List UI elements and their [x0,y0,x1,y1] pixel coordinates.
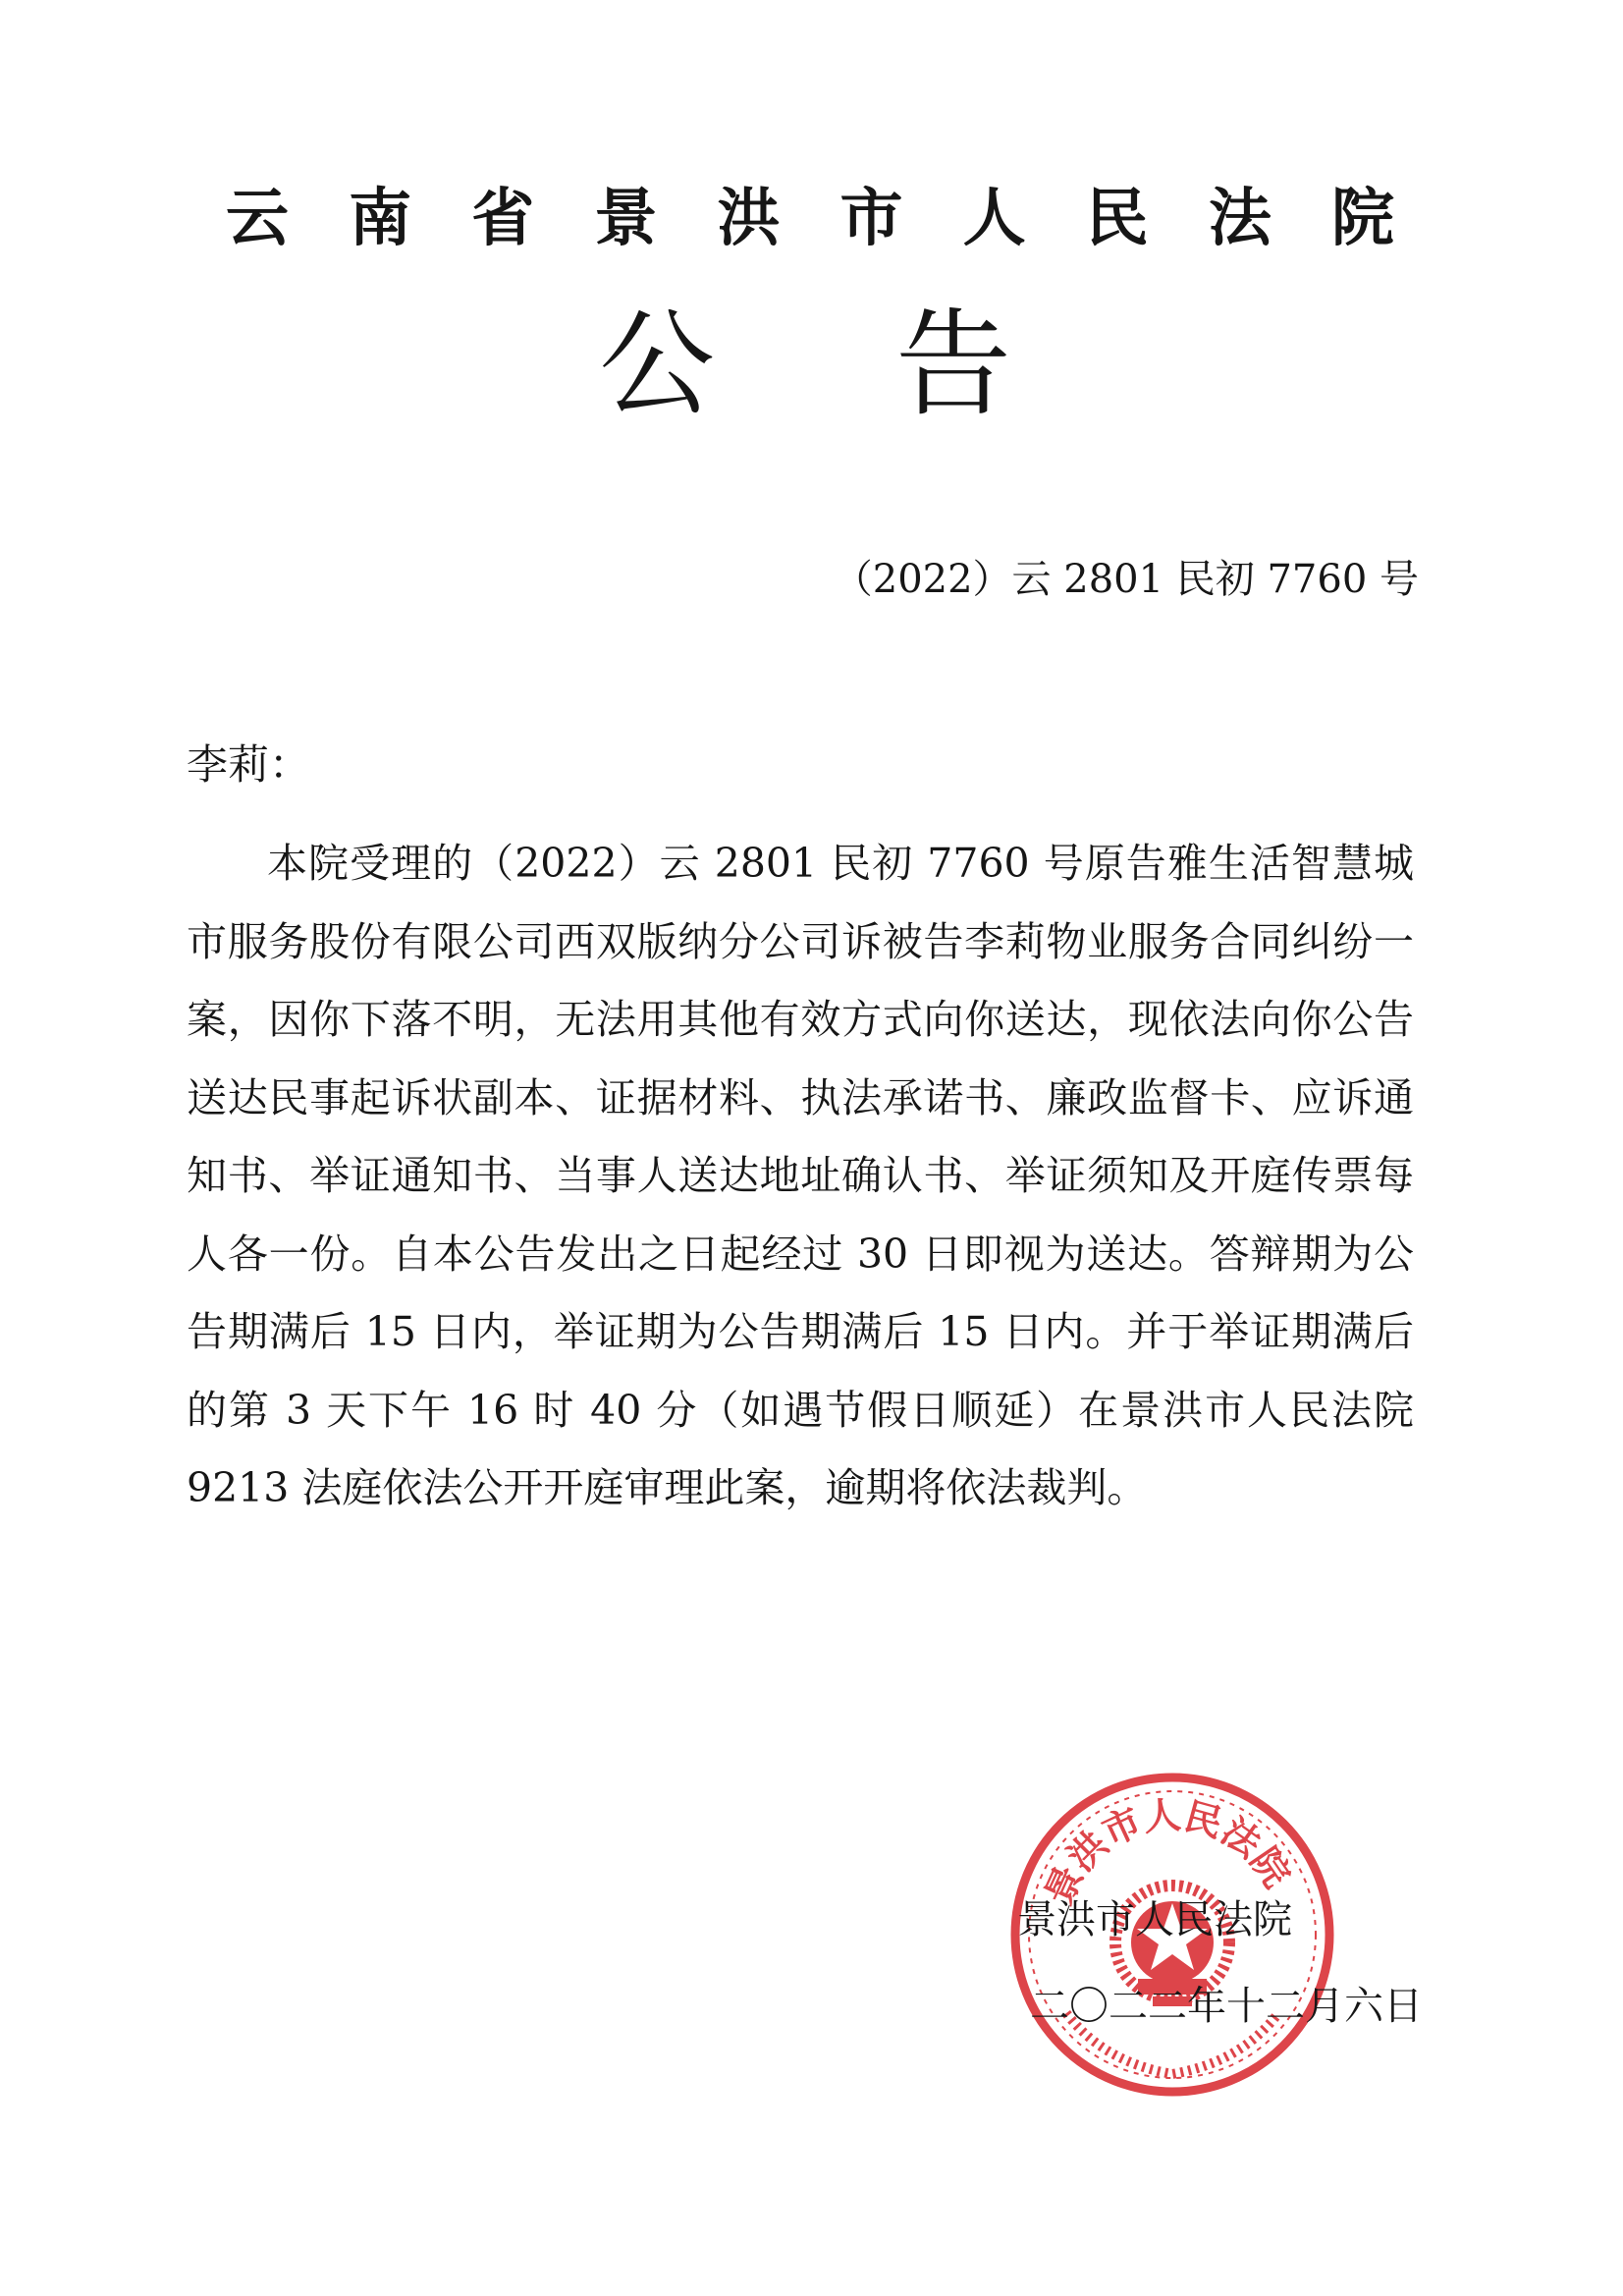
notice-title [599,291,1011,438]
notice-title-char: 告 [894,297,1011,432]
notice-title-char: 公 [599,297,716,432]
court-name-char: 市 [839,182,903,255]
court-name-char: 人 [962,182,1026,255]
notice-body: 本院受理的（2022）云 2801 民初 7760 号原告雅生活智慧城市服务股份有限公司西双版纳分公司诉被告李莉物业服务合同纠纷一案，因你下落不明，无法用其他有效方式向你送达，现依法向你公告送达民事起诉状副本、证据材料、执法承诺书、廉政监督卡、应诉通知书、举证通知书、当事人送达地址确认书、举证须知及开庭传票每人各一份。自本公告发出之日起经过 30 日即视为送达。答辩期为公告期满后 15 日内，举证期为公告期满后 15 日内。并于举证期满后的第 3 天下午 16 时 40 分（如遇节假日顺延）在景洪市人民法院 9213 法庭依法公开开庭审理此案，逾期将依法裁判。 [187,840,1414,1511]
court-name-char: 院 [1330,182,1394,255]
court-name-char: 法 [1208,182,1271,255]
court-name-char: 省 [471,182,535,255]
seal-text: 景洪市人民法院 [1036,1791,1300,1912]
court-name-char: 南 [349,182,412,255]
court-name-char: 云 [226,182,289,255]
court-name-heading [226,165,1394,273]
court-name-char: 景 [594,182,658,255]
signature-date: 二〇二二年十二月六日 [1030,1984,1423,2029]
court-name-char: 洪 [717,182,781,255]
signature-court: 景洪市人民法院 [1017,1897,1292,1942]
case-number: （2022）云 2801 民初 7760 号 [833,557,1419,602]
court-name-char: 民 [1085,182,1149,255]
addressee: 李莉： [187,740,311,789]
